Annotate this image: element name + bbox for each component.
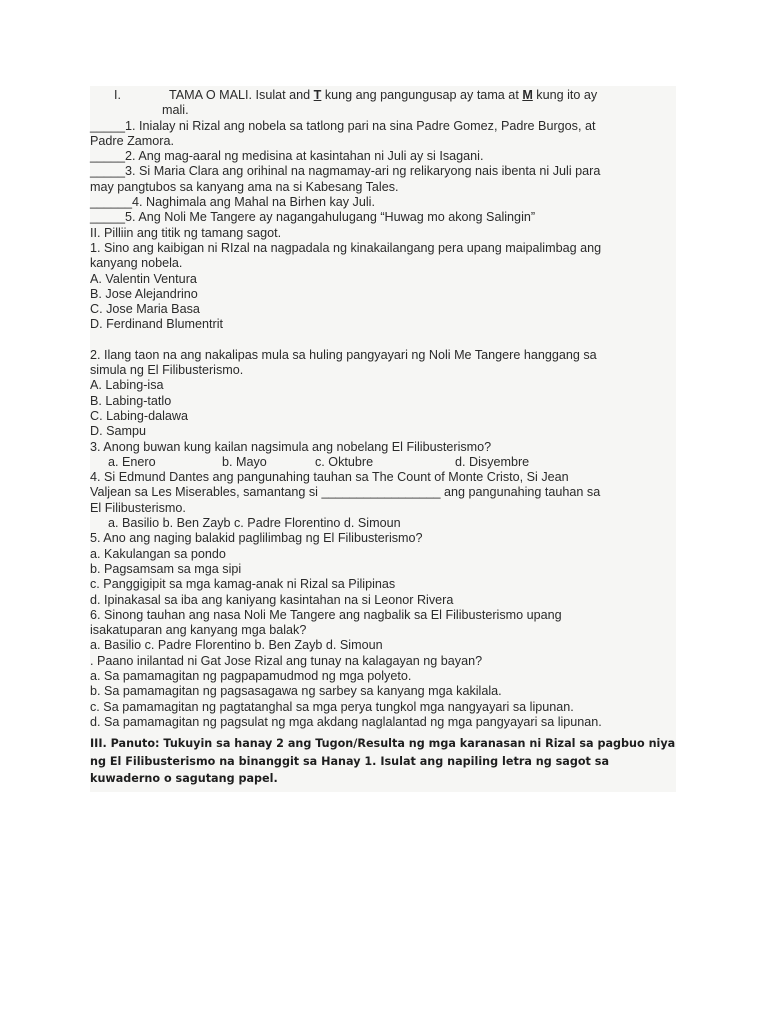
question-3: 3. Anong buwan kung kailan nagsimula ang nobelang El Filibusterismo? xyxy=(90,439,492,454)
question-6-cont: isakatuparan ang kanyang mga balak? xyxy=(90,623,307,638)
tf-item-3-cont: may pangtubos sa kanyang ama na si Kabesang Tales. xyxy=(90,179,399,194)
question-1-cont: kanyang nobela. xyxy=(90,256,183,271)
q3-options xyxy=(90,455,676,470)
q1-option-c: C. Jose Maria Basa xyxy=(90,302,200,317)
section-2-heading: II. Pilliin ang titik ng tamang sagot. xyxy=(90,225,282,240)
question-7: . Paano inilantad ni Gat Jose Rizal ang tunay na kalagayan ng bayan? xyxy=(90,653,483,668)
tf-item-4: ______4. Naghimala ang Mahal na Birhen kay Juli. xyxy=(90,195,375,210)
question-4-cont: Valjean sa Les Miserables, samantang si _________________ ang pangunahing tauhan sa xyxy=(90,485,601,500)
section-1-heading-part-c: kung ito ay xyxy=(532,88,598,102)
q7-option-d: d. Sa pamamagitan ng pagsulat ng mga akdang naglalantad ng mga pangyayari sa lipunan. xyxy=(90,714,602,729)
q3-option-b: b. Mayo xyxy=(222,454,267,469)
q1-option-d: D. Ferdinand Blumentrit xyxy=(90,317,223,332)
q2-option-b: B. Labing-tatlo xyxy=(90,393,172,408)
letter-t: T xyxy=(313,88,322,102)
q2-option-d: D. Sampu xyxy=(90,424,146,439)
section-1-number: I. xyxy=(114,88,121,102)
q7-option-a: a. Sa pamamagitan ng pagpapamudmod ng mga polyeto. xyxy=(90,668,412,683)
tf-item-1: _____1. Inialay ni Rizal ang nobela sa tatlong pari na sina Padre Gomez, Padre Burgos, at xyxy=(90,118,596,133)
tf-item-5: _____5. Ang Noli Me Tangere ay nagangahulugang “Huwag mo akong Salingin” xyxy=(90,210,536,225)
q6-options: a. Basilio c. Padre Florentino b. Ben Zayb d. Simoun xyxy=(90,638,383,653)
q7-option-c: c. Sa pamamagitan ng pagtatanghal sa mga perya tungkol mga nangyayari sa lipunan. xyxy=(90,699,574,714)
spacer xyxy=(90,333,676,348)
q5-option-d: d. Ipinakasal sa iba ang kaniyang kasintahan na si Leonor Rivera xyxy=(90,592,454,607)
worksheet xyxy=(90,86,676,792)
q3-option-d: d. Disyembre xyxy=(455,454,530,469)
q3-option-c: c. Oktubre xyxy=(315,454,374,469)
letter-m: M xyxy=(522,88,533,102)
question-2: 2. Ilang taon na ang nakalipas mula sa huling pangyayari ng Noli Me Tangere hanggang sa xyxy=(90,347,597,362)
q1-option-a: A. Valentin Ventura xyxy=(90,271,197,286)
section-1-heading-part-b: kung ang pangungusap ay tama at xyxy=(321,88,523,102)
q5-option-a: a. Kakulangan sa pondo xyxy=(90,546,226,561)
section-1-heading xyxy=(90,88,676,103)
section-1-heading-part-a: TAMA O MALI. Isulat and xyxy=(169,88,314,102)
question-5: 5. Ano ang naging balakid paglilimbag ng El Filibusterismo? xyxy=(90,531,423,546)
question-4: 4. Si Edmund Dantes ang pangunahing tauhan sa The Count of Monte Cristo, Si Jean xyxy=(90,470,569,485)
q3-option-a: a. Enero xyxy=(108,454,156,469)
tf-item-3: _____3. Si Maria Clara ang orihinal na nagmamay-ari ng relikaryong nais ibenta ni Juli para xyxy=(90,164,601,179)
q1-option-b: B. Jose Alejandrino xyxy=(90,286,198,301)
q7-option-b: b. Sa pamamagitan ng pagsasagawa ng sarbey sa kanyang mga kakilala. xyxy=(90,684,502,699)
question-4-cont-2: El Filibusterismo. xyxy=(90,500,186,515)
q5-option-b: b. Pagsamsam sa mga sipi xyxy=(90,561,242,576)
question-2-cont: simula ng El Filibusterismo. xyxy=(90,363,244,378)
q5-option-c: c. Panggigipit sa mga kamag-anak ni Rizal sa Pilipinas xyxy=(90,577,396,592)
q2-option-a: A. Labing-isa xyxy=(90,378,164,393)
question-1: 1. Sino ang kaibigan ni RIzal na nagpadala ng kinakailangang pera upang maipalimbag ang xyxy=(90,240,602,255)
tf-item-2: _____2. Ang mag-aaral ng medisina at kasintahan ni Juli ay si Isagani. xyxy=(90,149,484,164)
tf-item-1-cont: Padre Zamora. xyxy=(90,133,174,148)
section-3-instructions: III. Panuto: Tukuyin sa hanay 2 ang Tugon/Resulta ng mga karanasan ni Rizal sa pagbuo niya ng El Filibusterismo na binanggit sa Hanay 1. Isulat ang napiling letra ng sagot sa kuwaderno o sagutang papel. xyxy=(90,737,676,786)
section-1-heading-cont: mali. xyxy=(162,103,189,118)
q4-options: a. Basilio b. Ben Zayb c. Padre Florentino d. Simoun xyxy=(108,516,401,531)
q2-option-c: C. Labing-dalawa xyxy=(90,408,189,423)
question-6: 6. Sinong tauhan ang nasa Noli Me Tangere ang nagbalik sa El Filibusterismo upang xyxy=(90,607,562,622)
